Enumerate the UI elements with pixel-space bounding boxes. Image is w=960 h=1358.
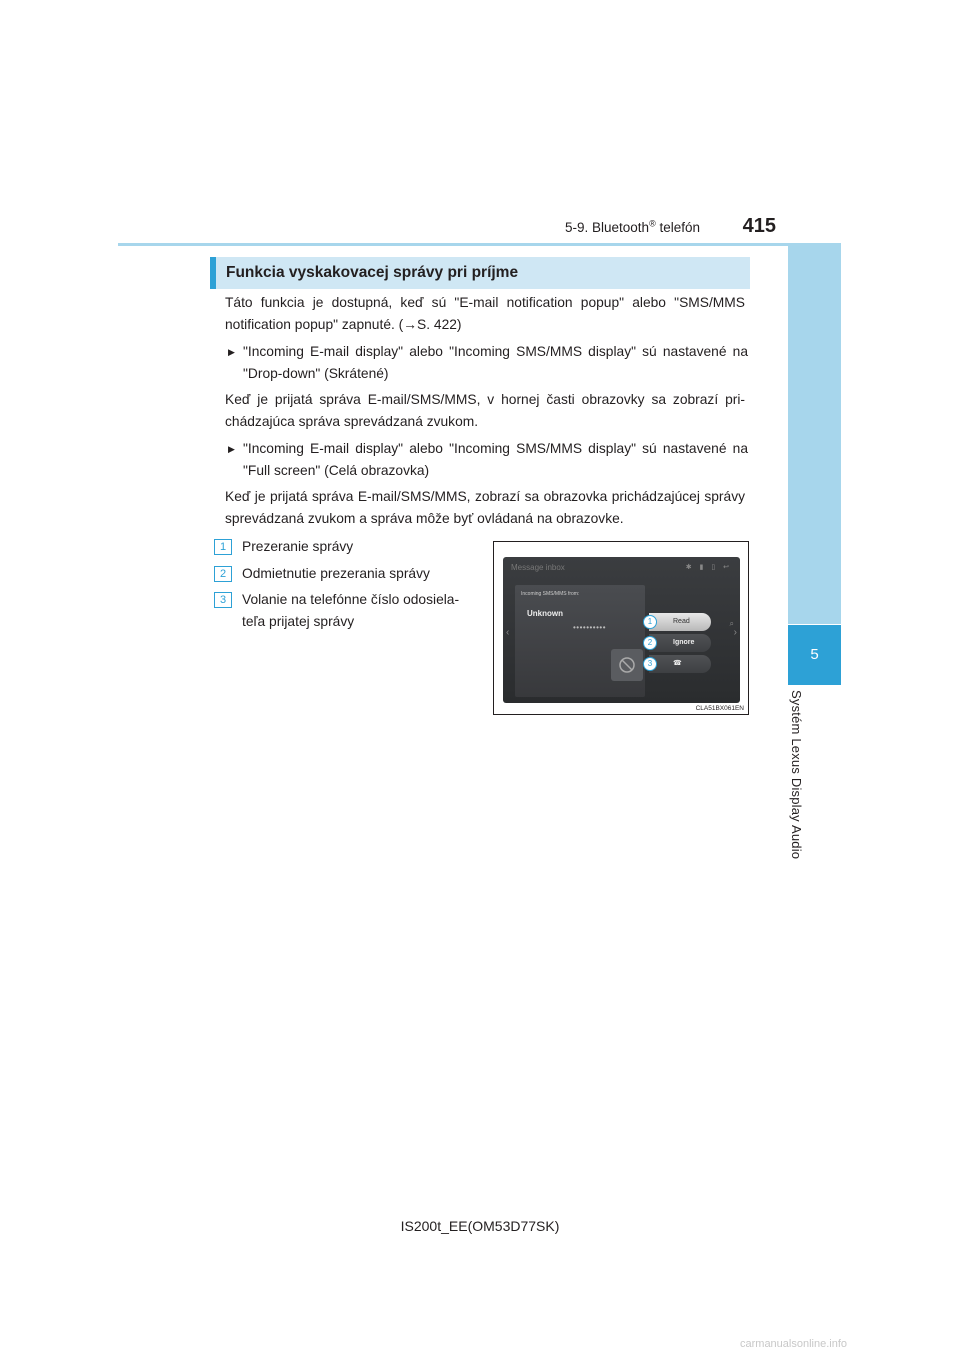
block-tile	[611, 649, 643, 681]
right-arrow-icon: ›	[733, 627, 737, 638]
display-screenshot	[503, 557, 740, 703]
numbered-item-text: Prezeranie správy	[242, 539, 354, 554]
call-button[interactable]	[649, 655, 711, 673]
ignore-button[interactable]	[649, 634, 711, 652]
callout-3: 3	[643, 657, 657, 671]
screen-title: Message inbox	[511, 563, 565, 572]
callout-2: 2	[643, 636, 657, 650]
header-section-suffix: telefón	[655, 220, 700, 235]
figure-frame	[493, 541, 749, 715]
page-number: 415	[742, 215, 776, 237]
full-screen-description: Keď je prijatá správa E-mail/SMS/MMS, zobrazí sa obrazovka prichádzajúcej správy sprevádzaná zvukom a správa môže byť ovládaná na obrazovke.	[225, 489, 745, 526]
bullet-drop-down	[228, 341, 748, 385]
bullet-full-screen	[228, 438, 748, 482]
chapter-tab: 5	[788, 625, 841, 685]
figure-code: CLA51BX061EN	[695, 705, 744, 712]
phone-icon: ☎	[673, 660, 682, 667]
registered-mark: ®	[649, 218, 656, 229]
bullet-triangle-icon: ▶	[228, 347, 235, 357]
document-code: IS200t_EE(OM53D77SK)	[400, 1218, 560, 1234]
bullet-text: "Incoming E-mail display" alebo "Incoming SMS/MMS display" sú nastavené na "Drop-down" (Skrátené)	[243, 344, 748, 381]
section-heading: Funkcia vyskakovacej správy pri príjme	[210, 257, 750, 289]
sender-name: Unknown	[527, 609, 563, 618]
numbered-item	[214, 563, 484, 585]
block-icon	[618, 656, 636, 674]
watermark: carmanualsonline.info	[740, 1338, 848, 1350]
message-panel	[515, 585, 645, 697]
sender-number: ••••••••••	[573, 623, 607, 632]
status-icons: ✱ ▮ ▯ ↩	[685, 564, 732, 571]
header-section-prefix: 5-9. Bluetooth	[565, 220, 650, 235]
search-icon: ⌕	[729, 619, 734, 628]
number-badge: 2	[214, 566, 232, 582]
chapter-side-bar	[788, 246, 841, 624]
intro-paragraph: Táto funkcia je dostupná, keď sú "E-mail notification popup" alebo "SMS/MMS notification popup" zapnuté. (→S. 422)	[225, 295, 745, 332]
left-arrow-icon: ‹	[506, 627, 510, 638]
bullet-triangle-icon: ▶	[228, 444, 235, 454]
numbered-item	[214, 589, 479, 633]
callout-1: 1	[643, 615, 657, 629]
number-badge: 3	[214, 592, 232, 608]
from-label: Incoming SMS/MMS from:	[521, 591, 580, 597]
read-button[interactable]	[649, 613, 711, 631]
read-button-label: Read	[673, 618, 690, 625]
running-header	[500, 220, 700, 235]
numbered-item	[214, 536, 484, 558]
ignore-button-label: Ignore	[673, 639, 695, 646]
number-badge: 1	[214, 539, 232, 555]
numbered-item-text: Volanie na telefónne číslo odosiela-teľa prijatej správy	[242, 592, 460, 629]
numbered-item-text: Odmietnutie prezerania správy	[242, 566, 430, 581]
bullet-text: "Incoming E-mail display" alebo "Incoming SMS/MMS display" sú nastavené na "Full screen" (Celá obrazovka)	[243, 441, 748, 478]
drop-down-description: Keď je prijatá správa E-mail/SMS/MMS, v hornej časti obrazovky sa zobrazí pri-chádzajúca správa sprevádzaná zvukom.	[225, 392, 745, 429]
header-rule	[118, 243, 841, 246]
chapter-title: Systém Lexus Display Audio	[789, 690, 804, 860]
